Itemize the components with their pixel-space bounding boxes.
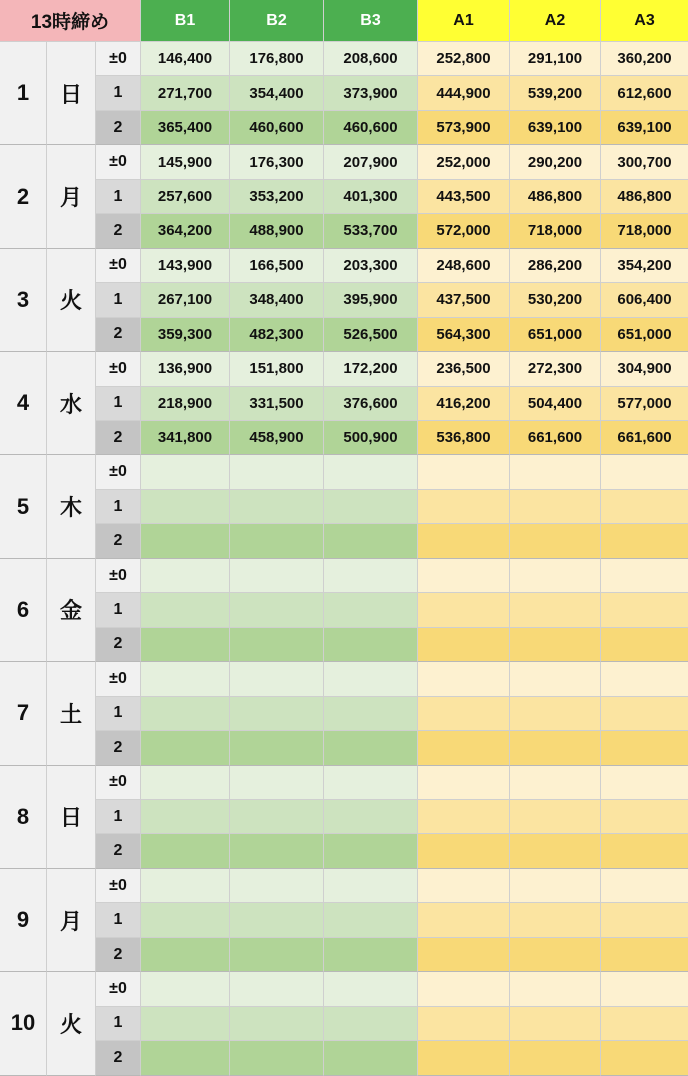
level-label: 1: [96, 180, 141, 214]
price-cell: [141, 1007, 230, 1041]
price-cell: 376,600: [324, 387, 418, 421]
header-b1: B1: [141, 0, 230, 42]
price-cell: 271,700: [141, 76, 230, 110]
level-label: 1: [96, 283, 141, 317]
price-cell: 304,900: [601, 352, 688, 386]
price-cell: [510, 903, 601, 937]
day-number: 1: [0, 42, 47, 145]
price-cell: 444,900: [418, 76, 510, 110]
price-cell: [510, 697, 601, 731]
price-cell: 460,600: [324, 111, 418, 145]
price-cell: [141, 938, 230, 972]
price-cell: 639,100: [510, 111, 601, 145]
price-cell: 267,100: [141, 283, 230, 317]
price-cell: 207,900: [324, 145, 418, 179]
level-label: 2: [96, 1041, 141, 1075]
price-cell: 486,800: [601, 180, 688, 214]
price-cell: [141, 1041, 230, 1075]
price-cell: 401,300: [324, 180, 418, 214]
price-cell: 572,000: [418, 214, 510, 248]
price-cell: [324, 972, 418, 1006]
day-of-week: 月: [47, 869, 96, 972]
level-label: 1: [96, 76, 141, 110]
price-cell: [601, 559, 688, 593]
price-cell: [324, 1007, 418, 1041]
price-cell: [230, 1007, 324, 1041]
price-cell: 612,600: [601, 76, 688, 110]
price-cell: 577,000: [601, 387, 688, 421]
header-b2: B2: [230, 0, 324, 42]
price-cell: [601, 490, 688, 524]
price-cell: [510, 972, 601, 1006]
price-cell: 331,500: [230, 387, 324, 421]
day-number: 8: [0, 766, 47, 869]
price-cell: 437,500: [418, 283, 510, 317]
price-cell: 488,900: [230, 214, 324, 248]
price-cell: 539,200: [510, 76, 601, 110]
price-cell: 395,900: [324, 283, 418, 317]
price-cell: 143,900: [141, 249, 230, 283]
price-cell: [324, 559, 418, 593]
price-cell: 443,500: [418, 180, 510, 214]
price-cell: [418, 697, 510, 731]
price-cell: [141, 800, 230, 834]
price-cell: [601, 869, 688, 903]
price-cell: 136,900: [141, 352, 230, 386]
price-cell: 172,200: [324, 352, 418, 386]
day-of-week: 木: [47, 455, 96, 558]
level-label: 2: [96, 938, 141, 972]
price-cell: [141, 662, 230, 696]
price-cell: 486,800: [510, 180, 601, 214]
level-label: 2: [96, 524, 141, 558]
price-cell: [141, 972, 230, 1006]
price-cell: 661,600: [510, 421, 601, 455]
price-cell: 252,000: [418, 145, 510, 179]
price-cell: [230, 593, 324, 627]
price-cell: 166,500: [230, 249, 324, 283]
price-cell: 606,400: [601, 283, 688, 317]
price-cell: 359,300: [141, 318, 230, 352]
price-cell: [601, 800, 688, 834]
price-cell: [601, 662, 688, 696]
price-cell: [510, 662, 601, 696]
day-of-week: 日: [47, 42, 96, 145]
level-label: 2: [96, 111, 141, 145]
price-cell: [418, 938, 510, 972]
price-cell: 460,600: [230, 111, 324, 145]
price-cell: [324, 731, 418, 765]
price-cell: [324, 593, 418, 627]
price-cell: [324, 455, 418, 489]
price-cell: [230, 938, 324, 972]
price-cell: [418, 455, 510, 489]
price-cell: [324, 869, 418, 903]
header-b3: B3: [324, 0, 418, 42]
price-cell: [418, 731, 510, 765]
price-cell: 176,800: [230, 42, 324, 76]
price-cell: [601, 834, 688, 868]
price-cell: [510, 490, 601, 524]
price-cell: [601, 731, 688, 765]
day-of-week: 土: [47, 662, 96, 765]
price-cell: [230, 697, 324, 731]
price-cell: [141, 834, 230, 868]
price-cell: [141, 766, 230, 800]
price-cell: [510, 1041, 601, 1075]
level-label: ±0: [96, 42, 141, 76]
price-cell: [418, 1007, 510, 1041]
price-cell: [510, 628, 601, 662]
price-cell: [324, 490, 418, 524]
price-cell: [510, 524, 601, 558]
level-label: 2: [96, 214, 141, 248]
price-cell: [601, 1041, 688, 1075]
price-cell: 290,200: [510, 145, 601, 179]
price-cell: [418, 903, 510, 937]
price-cell: 536,800: [418, 421, 510, 455]
price-cell: [324, 903, 418, 937]
level-label: ±0: [96, 662, 141, 696]
price-cell: 651,000: [601, 318, 688, 352]
price-cell: 373,900: [324, 76, 418, 110]
level-label: 2: [96, 628, 141, 662]
price-cell: [418, 800, 510, 834]
day-number: 9: [0, 869, 47, 972]
header-a3: A3: [601, 0, 688, 42]
price-cell: [324, 628, 418, 662]
price-cell: [601, 1007, 688, 1041]
level-label: ±0: [96, 352, 141, 386]
price-cell: [141, 490, 230, 524]
price-cell: 291,100: [510, 42, 601, 76]
level-label: 1: [96, 697, 141, 731]
price-cell: [230, 662, 324, 696]
price-cell: 573,900: [418, 111, 510, 145]
price-cell: [324, 697, 418, 731]
day-of-week: 火: [47, 972, 96, 1075]
table-title: 13時締め: [0, 0, 141, 42]
price-cell: 236,500: [418, 352, 510, 386]
price-cell: [510, 766, 601, 800]
price-cell: [418, 766, 510, 800]
price-cell: 718,000: [601, 214, 688, 248]
price-cell: [510, 869, 601, 903]
level-label: ±0: [96, 249, 141, 283]
price-cell: 365,400: [141, 111, 230, 145]
price-cell: 661,600: [601, 421, 688, 455]
price-cell: [141, 903, 230, 937]
price-cell: [230, 800, 324, 834]
price-cell: [324, 834, 418, 868]
level-label: 2: [96, 834, 141, 868]
price-cell: [601, 593, 688, 627]
day-of-week: 金: [47, 559, 96, 662]
price-cell: 354,200: [601, 249, 688, 283]
price-cell: [324, 662, 418, 696]
price-cell: [141, 593, 230, 627]
price-cell: [230, 834, 324, 868]
price-cell: [324, 524, 418, 558]
price-cell: [510, 455, 601, 489]
day-of-week: 日: [47, 766, 96, 869]
level-label: ±0: [96, 972, 141, 1006]
price-cell: [510, 834, 601, 868]
day-number: 3: [0, 249, 47, 352]
price-cell: 526,500: [324, 318, 418, 352]
day-number: 2: [0, 145, 47, 248]
price-cell: [418, 490, 510, 524]
price-cell: [141, 559, 230, 593]
price-cell: 533,700: [324, 214, 418, 248]
price-cell: 564,300: [418, 318, 510, 352]
price-cell: [230, 972, 324, 1006]
header-a2: A2: [510, 0, 601, 42]
price-cell: 300,700: [601, 145, 688, 179]
price-cell: [230, 559, 324, 593]
price-cell: 257,600: [141, 180, 230, 214]
level-label: 1: [96, 1007, 141, 1041]
price-cell: [141, 697, 230, 731]
price-cell: 416,200: [418, 387, 510, 421]
price-cell: 341,800: [141, 421, 230, 455]
price-cell: 458,900: [230, 421, 324, 455]
price-cell: 252,800: [418, 42, 510, 76]
day-of-week: 水: [47, 352, 96, 455]
price-cell: [230, 1041, 324, 1075]
price-cell: [141, 628, 230, 662]
price-cell: 504,400: [510, 387, 601, 421]
price-cell: [418, 972, 510, 1006]
level-label: 1: [96, 387, 141, 421]
price-cell: [510, 800, 601, 834]
price-cell: [510, 1007, 601, 1041]
day-number: 7: [0, 662, 47, 765]
price-cell: 145,900: [141, 145, 230, 179]
price-cell: 151,800: [230, 352, 324, 386]
price-cell: [230, 628, 324, 662]
price-cell: [324, 938, 418, 972]
price-cell: [141, 731, 230, 765]
price-cell: 639,100: [601, 111, 688, 145]
price-cell: 176,300: [230, 145, 324, 179]
price-cell: [230, 869, 324, 903]
price-cell: [141, 455, 230, 489]
day-of-week: 月: [47, 145, 96, 248]
level-label: ±0: [96, 559, 141, 593]
price-cell: 203,300: [324, 249, 418, 283]
price-cell: 353,200: [230, 180, 324, 214]
day-number: 10: [0, 972, 47, 1075]
price-cell: [601, 455, 688, 489]
price-cell: 248,600: [418, 249, 510, 283]
level-label: 2: [96, 421, 141, 455]
day-number: 4: [0, 352, 47, 455]
price-cell: [418, 593, 510, 627]
price-cell: [324, 800, 418, 834]
price-cell: [141, 869, 230, 903]
price-cell: [601, 697, 688, 731]
price-cell: [230, 903, 324, 937]
price-cell: 530,200: [510, 283, 601, 317]
level-label: 2: [96, 731, 141, 765]
price-cell: 500,900: [324, 421, 418, 455]
price-cell: [418, 628, 510, 662]
price-cell: [141, 524, 230, 558]
price-cell: [418, 834, 510, 868]
price-cell: [418, 559, 510, 593]
level-label: 1: [96, 903, 141, 937]
header-a1: A1: [418, 0, 510, 42]
price-cell: 482,300: [230, 318, 324, 352]
level-label: ±0: [96, 455, 141, 489]
price-cell: 146,400: [141, 42, 230, 76]
level-label: 1: [96, 800, 141, 834]
price-cell: [510, 938, 601, 972]
level-label: ±0: [96, 145, 141, 179]
price-cell: 208,600: [324, 42, 418, 76]
price-cell: [601, 972, 688, 1006]
level-label: ±0: [96, 869, 141, 903]
price-cell: [510, 593, 601, 627]
price-cell: [230, 766, 324, 800]
price-cell: [510, 731, 601, 765]
price-cell: [601, 628, 688, 662]
price-cell: [418, 662, 510, 696]
price-cell: [324, 1041, 418, 1075]
level-label: 2: [96, 318, 141, 352]
price-cell: [418, 524, 510, 558]
price-cell: 272,300: [510, 352, 601, 386]
price-cell: [510, 559, 601, 593]
price-cell: [418, 869, 510, 903]
price-cell: 354,400: [230, 76, 324, 110]
price-cell: 364,200: [141, 214, 230, 248]
day-number: 6: [0, 559, 47, 662]
price-cell: 218,900: [141, 387, 230, 421]
price-cell: 348,400: [230, 283, 324, 317]
price-cell: 360,200: [601, 42, 688, 76]
price-cell: [230, 731, 324, 765]
price-cell: [601, 938, 688, 972]
price-cell: [601, 903, 688, 937]
price-cell: [418, 1041, 510, 1075]
price-cell: 286,200: [510, 249, 601, 283]
price-cell: [230, 490, 324, 524]
price-cell: [230, 455, 324, 489]
price-cell: 718,000: [510, 214, 601, 248]
price-cell: [324, 766, 418, 800]
day-number: 5: [0, 455, 47, 558]
day-of-week: 火: [47, 249, 96, 352]
price-cell: [601, 766, 688, 800]
price-cell: 651,000: [510, 318, 601, 352]
level-label: 1: [96, 593, 141, 627]
level-label: ±0: [96, 766, 141, 800]
level-label: 1: [96, 490, 141, 524]
price-cell: [601, 524, 688, 558]
price-cell: [230, 524, 324, 558]
